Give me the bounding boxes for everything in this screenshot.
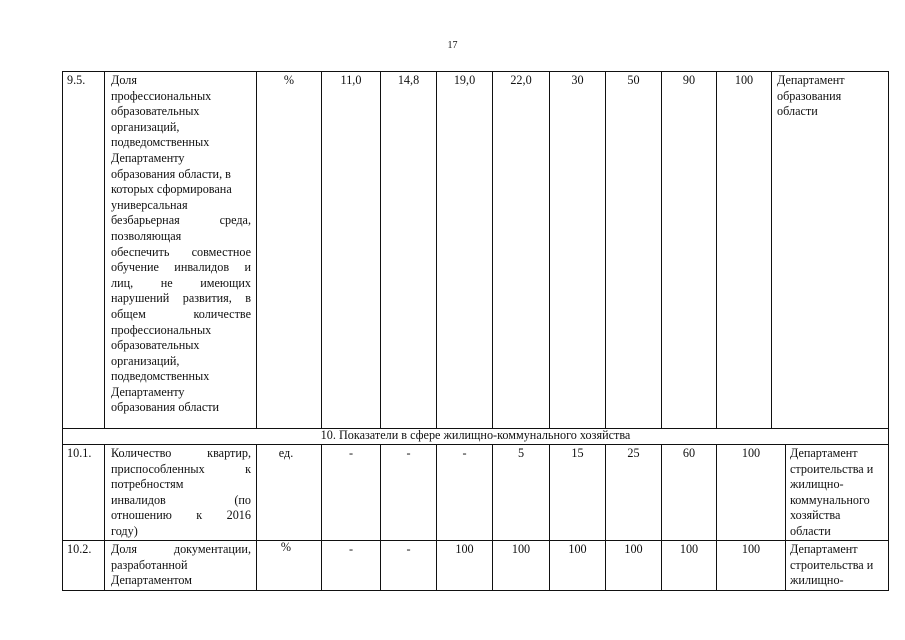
col-divider [492, 71, 493, 428]
indicator-name-line: потребностям [111, 477, 184, 492]
col-divider [436, 71, 437, 428]
indicator-name-line: нарушений развития, в [111, 291, 251, 306]
section-heading: 10. Показатели в сфере жилищно-коммунального хозяйства [320, 428, 631, 442]
value-cell: 60 [682, 446, 696, 460]
value-cell: 5 [517, 446, 525, 460]
indicator-name-line: которых сформирована [111, 182, 232, 197]
col-divider [321, 444, 322, 591]
indicator-name-line: организаций, [111, 353, 180, 368]
value-cell: 30 [571, 73, 584, 87]
table-border-right [888, 71, 889, 591]
indicator-name-line: Количество квартир, [111, 446, 251, 460]
value-cell: 90 [682, 73, 696, 87]
indicator-name-line: отношению к 2016 [111, 508, 251, 523]
row-number: 10.1. [67, 446, 92, 460]
indicator-name-line: образования области, в [111, 166, 231, 181]
value-cell: - [462, 446, 467, 460]
indicator-name [111, 542, 251, 589]
col-divider [104, 71, 105, 428]
row-divider [62, 540, 889, 541]
value-cell: - [348, 446, 354, 460]
col-divider [716, 71, 717, 428]
col-divider [549, 71, 550, 428]
col-divider [605, 444, 606, 591]
indicator-name-line: подведомственных [111, 135, 210, 150]
table-border-top [62, 71, 889, 72]
responsible-line: коммунального [790, 492, 870, 507]
value-cell: 50 [627, 73, 640, 87]
indicator-name-line: универсальная [111, 197, 188, 212]
indicator-name-line: безбарьерная среда, [111, 213, 251, 228]
indicator-name-line: Департаменту [111, 150, 185, 165]
indicator-name [111, 73, 251, 416]
value-cell: 100 [568, 542, 587, 556]
indicator-name-line: позволяющая [111, 228, 182, 243]
indicator-name [111, 446, 251, 540]
indicator-name-line: образования области [111, 400, 220, 415]
indicator-name-line: профессиональных [111, 322, 212, 337]
col-divider [716, 444, 717, 591]
col-divider [771, 71, 772, 428]
indicator-name-line: Доля документации, [111, 542, 251, 556]
col-divider [380, 444, 381, 591]
responsible-line: хозяйства [790, 508, 841, 523]
value-cell: 15 [571, 446, 584, 460]
value-cell: 22,0 [510, 73, 532, 87]
value-cell: 100 [741, 446, 761, 460]
col-divider [256, 71, 257, 428]
value-cell: - [348, 542, 354, 556]
responsible-cell [790, 446, 886, 540]
col-divider [605, 71, 606, 428]
indicator-name-line: лиц, не имеющих [111, 275, 251, 290]
unit-cell: ед. [278, 446, 294, 460]
indicator-name-line: подведомственных [111, 369, 210, 384]
indicator-name-line: Департаменту [111, 384, 185, 399]
col-divider [785, 444, 786, 591]
indicator-name-line: обучение инвалидов и [111, 260, 251, 275]
responsible-line: Департамент [790, 542, 858, 556]
responsible-cell [790, 542, 886, 589]
responsible-line: Департамент [777, 73, 845, 87]
responsible-line: области [790, 523, 831, 538]
value-cell: 100 [624, 542, 643, 556]
value-cell: 19,0 [453, 73, 476, 87]
value-cell: - [406, 542, 411, 556]
table-border-bottom [62, 590, 889, 591]
unit-cell: % [283, 73, 295, 87]
col-divider [256, 444, 257, 591]
col-divider [549, 444, 550, 591]
value-cell: 100 [679, 542, 699, 556]
responsible-line: жилищно- [790, 573, 844, 588]
responsible-line: образования [777, 88, 842, 103]
col-divider [661, 71, 662, 428]
indicator-name-line: Доля [111, 73, 137, 87]
responsible-line: строительства и [790, 461, 874, 476]
indicator-name-line: Департаментом [111, 573, 193, 588]
col-divider [661, 444, 662, 591]
table-border-left [62, 71, 63, 591]
indicator-name-line: образовательных [111, 338, 200, 353]
value-cell: 11,0 [340, 73, 362, 87]
indicator-name-line: организаций, [111, 119, 180, 134]
responsible-line: строительства и [790, 557, 874, 572]
indicator-name-line: приспособленных к [111, 461, 251, 476]
page-number: 17 [447, 40, 458, 51]
responsible-line: области [777, 104, 818, 119]
value-cell: - [406, 446, 411, 460]
responsible-cell [777, 73, 885, 120]
col-divider [380, 71, 381, 428]
value-cell: 14,8 [397, 73, 420, 87]
indicator-name-line: общем количестве [111, 306, 251, 321]
indicator-name-line: году) [111, 523, 138, 538]
row-number: 9.5. [67, 73, 86, 87]
responsible-line: жилищно- [790, 477, 844, 492]
col-divider [436, 444, 437, 591]
value-cell: 100 [734, 73, 754, 87]
responsible-line: Департамент [790, 446, 858, 460]
unit-cell: % [280, 540, 292, 554]
col-divider [321, 71, 322, 428]
col-divider [492, 444, 493, 591]
value-cell: 100 [511, 542, 531, 556]
indicator-name-line: профессиональных [111, 88, 212, 103]
row-number: 10.2. [67, 542, 92, 556]
indicator-name-line: обеспечить совместное [111, 244, 251, 259]
value-cell: 100 [455, 542, 474, 556]
value-cell: 100 [741, 542, 761, 556]
value-cell: 25 [627, 446, 640, 460]
row-divider [62, 444, 889, 445]
indicator-name-line: разработанной [111, 557, 188, 572]
indicator-name-line: образовательных [111, 104, 200, 119]
indicator-name-line: инвалидов (по [111, 492, 251, 507]
col-divider [104, 444, 105, 591]
